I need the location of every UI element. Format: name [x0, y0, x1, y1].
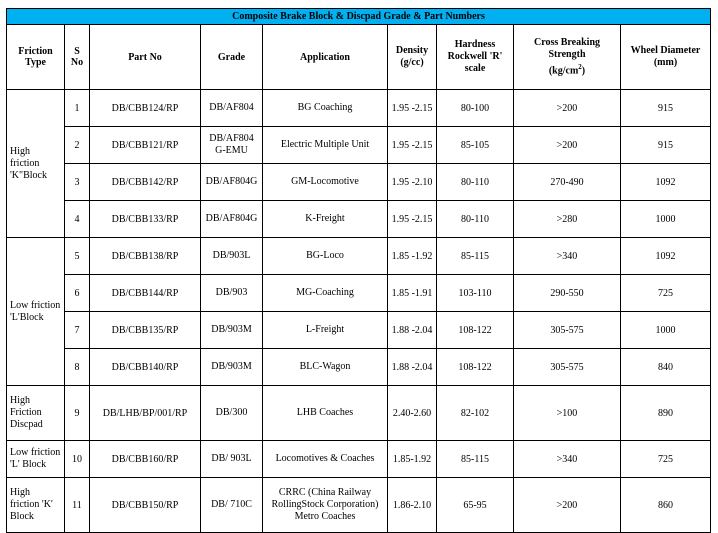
grade-cell: DB/AF804G: [201, 164, 263, 201]
part-no-cell: DB/CBB142/RP: [90, 164, 201, 201]
part-no-cell: DB/CBB150/RP: [90, 478, 201, 533]
table-row: [7, 238, 711, 275]
table-row: [7, 127, 711, 164]
table-row: [7, 441, 711, 478]
s-no-cell: 1: [65, 90, 90, 127]
grade-cell: DB/AF804: [201, 90, 263, 127]
s-no-cell: 7: [65, 312, 90, 349]
wheel-diameter-cell: 1000: [621, 201, 711, 238]
grade-cell: DB/903M: [201, 349, 263, 386]
hardness-cell: 65-95: [437, 478, 514, 533]
density-cell: 1.85 -1.92: [388, 238, 437, 275]
table-row: [7, 201, 711, 238]
header-wheel-diameter: Wheel Diameter (mm): [621, 25, 711, 90]
header-cross-breaking-label: Cross Breaking Strength: [533, 36, 601, 60]
header-cross-breaking-unit: (kg/cm: [548, 65, 579, 77]
hardness-cell: 82-102: [437, 386, 514, 441]
hardness-cell: 85-115: [437, 441, 514, 478]
grade-cell: DB/AF804 G-EMU: [201, 127, 263, 164]
cross-breaking-cell: 305-575: [514, 312, 621, 349]
density-cell: 1.95 -2.15: [388, 127, 437, 164]
table-row: [7, 478, 711, 533]
grade-cell: DB/903: [201, 275, 263, 312]
cross-breaking-cell: >340: [514, 238, 621, 275]
brake-block-table: [6, 8, 711, 533]
part-no-cell: DB/CBB138/RP: [90, 238, 201, 275]
cross-breaking-cell: 270-490: [514, 164, 621, 201]
table-row: [7, 312, 711, 349]
application-cell: CRRC (China Railway RollingStock Corporation) Metro Coaches: [263, 478, 388, 533]
hardness-cell: 108-122: [437, 349, 514, 386]
cross-breaking-cell: 305-575: [514, 349, 621, 386]
application-cell: Locomotives & Coaches: [263, 441, 388, 478]
wheel-diameter-cell: 860: [621, 478, 711, 533]
s-no-cell: 3: [65, 164, 90, 201]
application-cell: BG Coaching: [263, 90, 388, 127]
s-no-cell: 8: [65, 349, 90, 386]
wheel-diameter-cell: 1092: [621, 164, 711, 201]
wheel-diameter-cell: 915: [621, 90, 711, 127]
density-cell: 1.85-1.92: [388, 441, 437, 478]
table-row: [7, 349, 711, 386]
cross-breaking-cell: 290-550: [514, 275, 621, 312]
part-no-cell: DB/CBB140/RP: [90, 349, 201, 386]
header-s-no: S No: [65, 25, 90, 90]
s-no-cell: 4: [65, 201, 90, 238]
wheel-diameter-cell: 1092: [621, 238, 711, 275]
wheel-diameter-cell: 915: [621, 127, 711, 164]
table-row: [7, 90, 711, 127]
friction-type-cell: Low friction 'L' Block: [7, 441, 65, 478]
hardness-cell: 103-110: [437, 275, 514, 312]
application-cell: BG-Loco: [263, 238, 388, 275]
table-title: Composite Brake Block & Discpad Grade & Part Numbers: [7, 9, 711, 25]
hardness-cell: 85-115: [437, 238, 514, 275]
hardness-cell: 80-110: [437, 164, 514, 201]
part-no-cell: DB/CBB135/RP: [90, 312, 201, 349]
part-no-cell: DB/CBB133/RP: [90, 201, 201, 238]
part-no-cell: DB/CBB121/RP: [90, 127, 201, 164]
part-no-cell: DB/CBB124/RP: [90, 90, 201, 127]
cross-breaking-cell: >200: [514, 478, 621, 533]
part-no-cell: DB/CBB144/RP: [90, 275, 201, 312]
wheel-diameter-cell: 725: [621, 275, 711, 312]
header-cross-breaking: [514, 25, 621, 90]
s-no-cell: 2: [65, 127, 90, 164]
density-cell: 1.88 -2.04: [388, 312, 437, 349]
grade-cell: DB/ 710C: [201, 478, 263, 533]
friction-type-cell: High friction 'K' Block: [7, 478, 65, 533]
header-cross-breaking-exponent: 2: [578, 62, 582, 71]
cross-breaking-cell: >200: [514, 90, 621, 127]
application-cell: LHB Coaches: [263, 386, 388, 441]
header-part-no: Part No: [90, 25, 201, 90]
density-cell: 1.95 -2.15: [388, 201, 437, 238]
density-cell: 1.95 -2.10: [388, 164, 437, 201]
hardness-cell: 108-122: [437, 312, 514, 349]
table-row: [7, 386, 711, 441]
s-no-cell: 9: [65, 386, 90, 441]
header-hardness: Hardness Rockwell 'R' scale: [437, 25, 514, 90]
hardness-cell: 85-105: [437, 127, 514, 164]
application-cell: MG-Coaching: [263, 275, 388, 312]
wheel-diameter-cell: 725: [621, 441, 711, 478]
grade-cell: DB/903L: [201, 238, 263, 275]
wheel-diameter-cell: 840: [621, 349, 711, 386]
density-cell: 1.88 -2.04: [388, 349, 437, 386]
application-cell: BLC-Wagon: [263, 349, 388, 386]
density-cell: 1.95 -2.15: [388, 90, 437, 127]
header-density: Density (g/cc): [388, 25, 437, 90]
s-no-cell: 5: [65, 238, 90, 275]
grade-cell: DB/903M: [201, 312, 263, 349]
s-no-cell: 11: [65, 478, 90, 533]
s-no-cell: 6: [65, 275, 90, 312]
density-cell: 2.40-2.60: [388, 386, 437, 441]
cross-breaking-cell: >340: [514, 441, 621, 478]
grade-cell: DB/ 903L: [201, 441, 263, 478]
cross-breaking-cell: >280: [514, 201, 621, 238]
friction-type-cell: Low friction 'L'Block: [7, 238, 65, 386]
hardness-cell: 80-100: [437, 90, 514, 127]
friction-type-cell: High friction 'K"Block: [7, 90, 65, 238]
grade-cell: DB/AF804G: [201, 201, 263, 238]
s-no-cell: 10: [65, 441, 90, 478]
header-application: Application: [263, 25, 388, 90]
friction-type-cell: High Friction Discpad: [7, 386, 65, 441]
header-friction-type: Friction Type: [7, 25, 65, 90]
header-row: [7, 25, 711, 90]
title-row: [7, 9, 711, 25]
cross-breaking-cell: >100: [514, 386, 621, 441]
part-no-cell: DB/CBB160/RP: [90, 441, 201, 478]
part-no-cell: DB/LHB/BP/001/RP: [90, 386, 201, 441]
wheel-diameter-cell: 890: [621, 386, 711, 441]
application-cell: Electric Multiple Unit: [263, 127, 388, 164]
cross-breaking-cell: >200: [514, 127, 621, 164]
table-body: [7, 90, 711, 533]
application-cell: K-Freight: [263, 201, 388, 238]
grade-cell: DB/300: [201, 386, 263, 441]
application-cell: GM-Locomotive: [263, 164, 388, 201]
header-cross-breaking-close: ): [581, 65, 586, 77]
header-grade: Grade: [201, 25, 263, 90]
hardness-cell: 80-110: [437, 201, 514, 238]
table-row: [7, 275, 711, 312]
table-row: [7, 164, 711, 201]
density-cell: 1.85 -1.91: [388, 275, 437, 312]
density-cell: 1.86-2.10: [388, 478, 437, 533]
wheel-diameter-cell: 1000: [621, 312, 711, 349]
application-cell: L-Freight: [263, 312, 388, 349]
